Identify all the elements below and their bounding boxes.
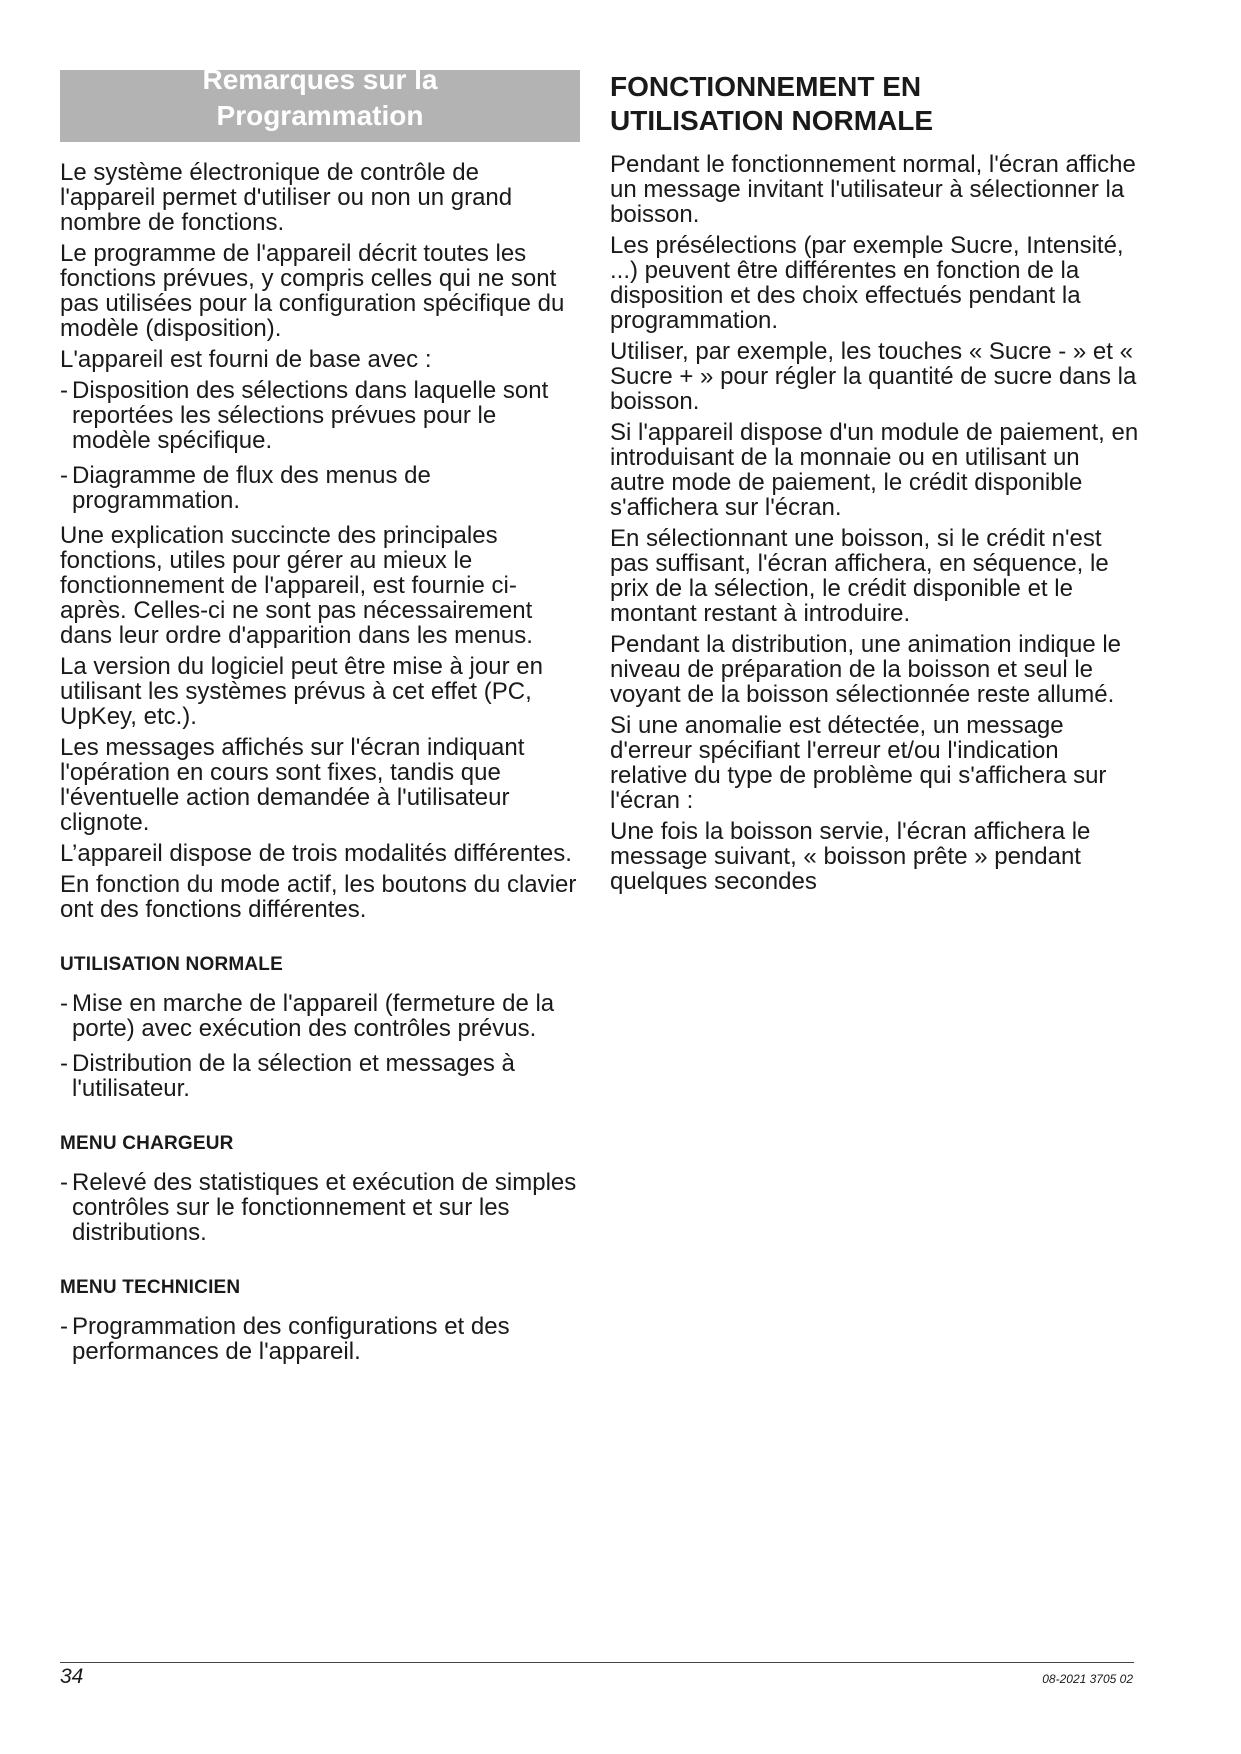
title-line1: FONCTIONNEMENT EN bbox=[610, 71, 922, 102]
body-paragraph: Les messages affichés sur l'écran indiquant l'opération en cours sont fixes, tandis que l'éventuelle action demandée à l'utilisateur clignote. bbox=[60, 734, 525, 836]
right-column bbox=[610, 70, 1140, 900]
list-item: - Relevé des statistiques et exécution de simples contrôles sur le fonctionnement et sur les distributions. bbox=[60, 1169, 577, 1246]
body-paragraph: Si une anomalie est détectée, un message d'erreur spécifiant l'erreur et/ou l'indication relative du type de problème qui s'affichera sur l'écran : bbox=[610, 712, 1107, 814]
body-paragraph: Utiliser, par exemple, les touches « Sucre - » et « Sucre + » pour régler la quantité de sucre dans la boisson. bbox=[610, 338, 1137, 415]
body-paragraph: La version du logiciel peut être mise à jour en utilisant les systèmes prévus à cet effet (PC, UpKey, etc.). bbox=[60, 653, 543, 730]
chargeur-list bbox=[60, 1170, 580, 1245]
technicien-list bbox=[60, 1314, 580, 1364]
body-paragraph: Une fois la boisson servie, l'écran affichera le message suivant, « boisson prête » pendant quelques secondes bbox=[610, 818, 1091, 895]
list-item: - Disposition des sélections dans laquelle sont reportées les sélections prévues pour le modèle spécifique. bbox=[60, 377, 549, 454]
page-section-title bbox=[610, 70, 1140, 138]
section-heading-chargeur: MENU CHARGEUR bbox=[60, 1133, 234, 1154]
intro-paragraph: Le système électronique de contrôle de l'appareil permet d'utiliser ou non un grand nombre de fonctions. bbox=[60, 159, 513, 236]
body-paragraph: Si l'appareil dispose d'un module de paiement, en introduisant de la monnaie ou en utilisant un autre mode de paiement, le crédit disponible s'affichera sur l'écran. bbox=[610, 419, 1139, 521]
footer-divider bbox=[60, 1662, 1134, 1663]
body-paragraph: En sélectionnant une boisson, si le crédit n'est pas suffisant, l'écran affichera, en séquence, le prix de la sélection, le crédit disponible et le montant restant à introduire. bbox=[610, 525, 1109, 627]
intro-paragraph: L'appareil est fourni de base avec : bbox=[60, 346, 432, 373]
banner-title-line1: Remarques sur la bbox=[202, 70, 438, 95]
section-banner bbox=[60, 70, 580, 142]
body-paragraph: En fonction du mode actif, les boutons du clavier ont des fonctions différentes. bbox=[60, 871, 577, 923]
body-paragraph: Une explication succincte des principales fonctions, utiles pour gérer au mieux le fonctionnement de l'appareil, est fournie ci-après. Celles-ci ne sont pas nécessairement dans leur ordre d'apparition dans les menus. bbox=[60, 522, 533, 649]
list-item: - Mise en marche de l'appareil (fermeture de la porte) avec exécution des contrôles prévus. bbox=[60, 990, 555, 1042]
list-item: - Distribution de la sélection et messages à l'utilisateur. bbox=[60, 1050, 515, 1102]
section-heading-technicien: MENU TECHNICIEN bbox=[60, 1277, 241, 1298]
intro-paragraph: Le programme de l'appareil décrit toutes les fonctions prévues, y compris celles qui ne sont pas utilisées pour la configuration spécifique du modèle (disposition). bbox=[60, 240, 565, 342]
body-paragraph: Pendant le fonctionnement normal, l'écran affiche un message invitant l'utilisateur à sélectionner la boisson. bbox=[610, 151, 1136, 228]
body-paragraph: Pendant la distribution, une animation indique le niveau de préparation de la boisson et seul le voyant de la boisson sélectionnée reste allumé. bbox=[610, 631, 1122, 708]
utilisation-list bbox=[60, 991, 580, 1101]
list-item: - Diagramme de flux des menus de programmation. bbox=[60, 462, 431, 514]
base-items-list bbox=[60, 378, 580, 513]
body-paragraph: Les présélections (par exemple Sucre, Intensité, ...) peuvent être différentes en fonction de la disposition et des choix effectués pendant la programmation. bbox=[610, 232, 1124, 334]
page-number: 34 bbox=[60, 1665, 84, 1688]
list-item: - Programmation des configurations et des performances de l'appareil. bbox=[60, 1313, 510, 1365]
section-heading-utilisation: UTILISATION NORMALE bbox=[60, 954, 283, 975]
body-paragraph: L’appareil dispose de trois modalités différentes. bbox=[60, 840, 572, 867]
title-line2: UTILISATION NORMALE bbox=[610, 105, 934, 136]
banner-title-line2: Programmation bbox=[216, 100, 424, 131]
left-column bbox=[60, 70, 580, 1374]
document-code: 08-2021 3705 02 bbox=[1042, 1672, 1133, 1686]
